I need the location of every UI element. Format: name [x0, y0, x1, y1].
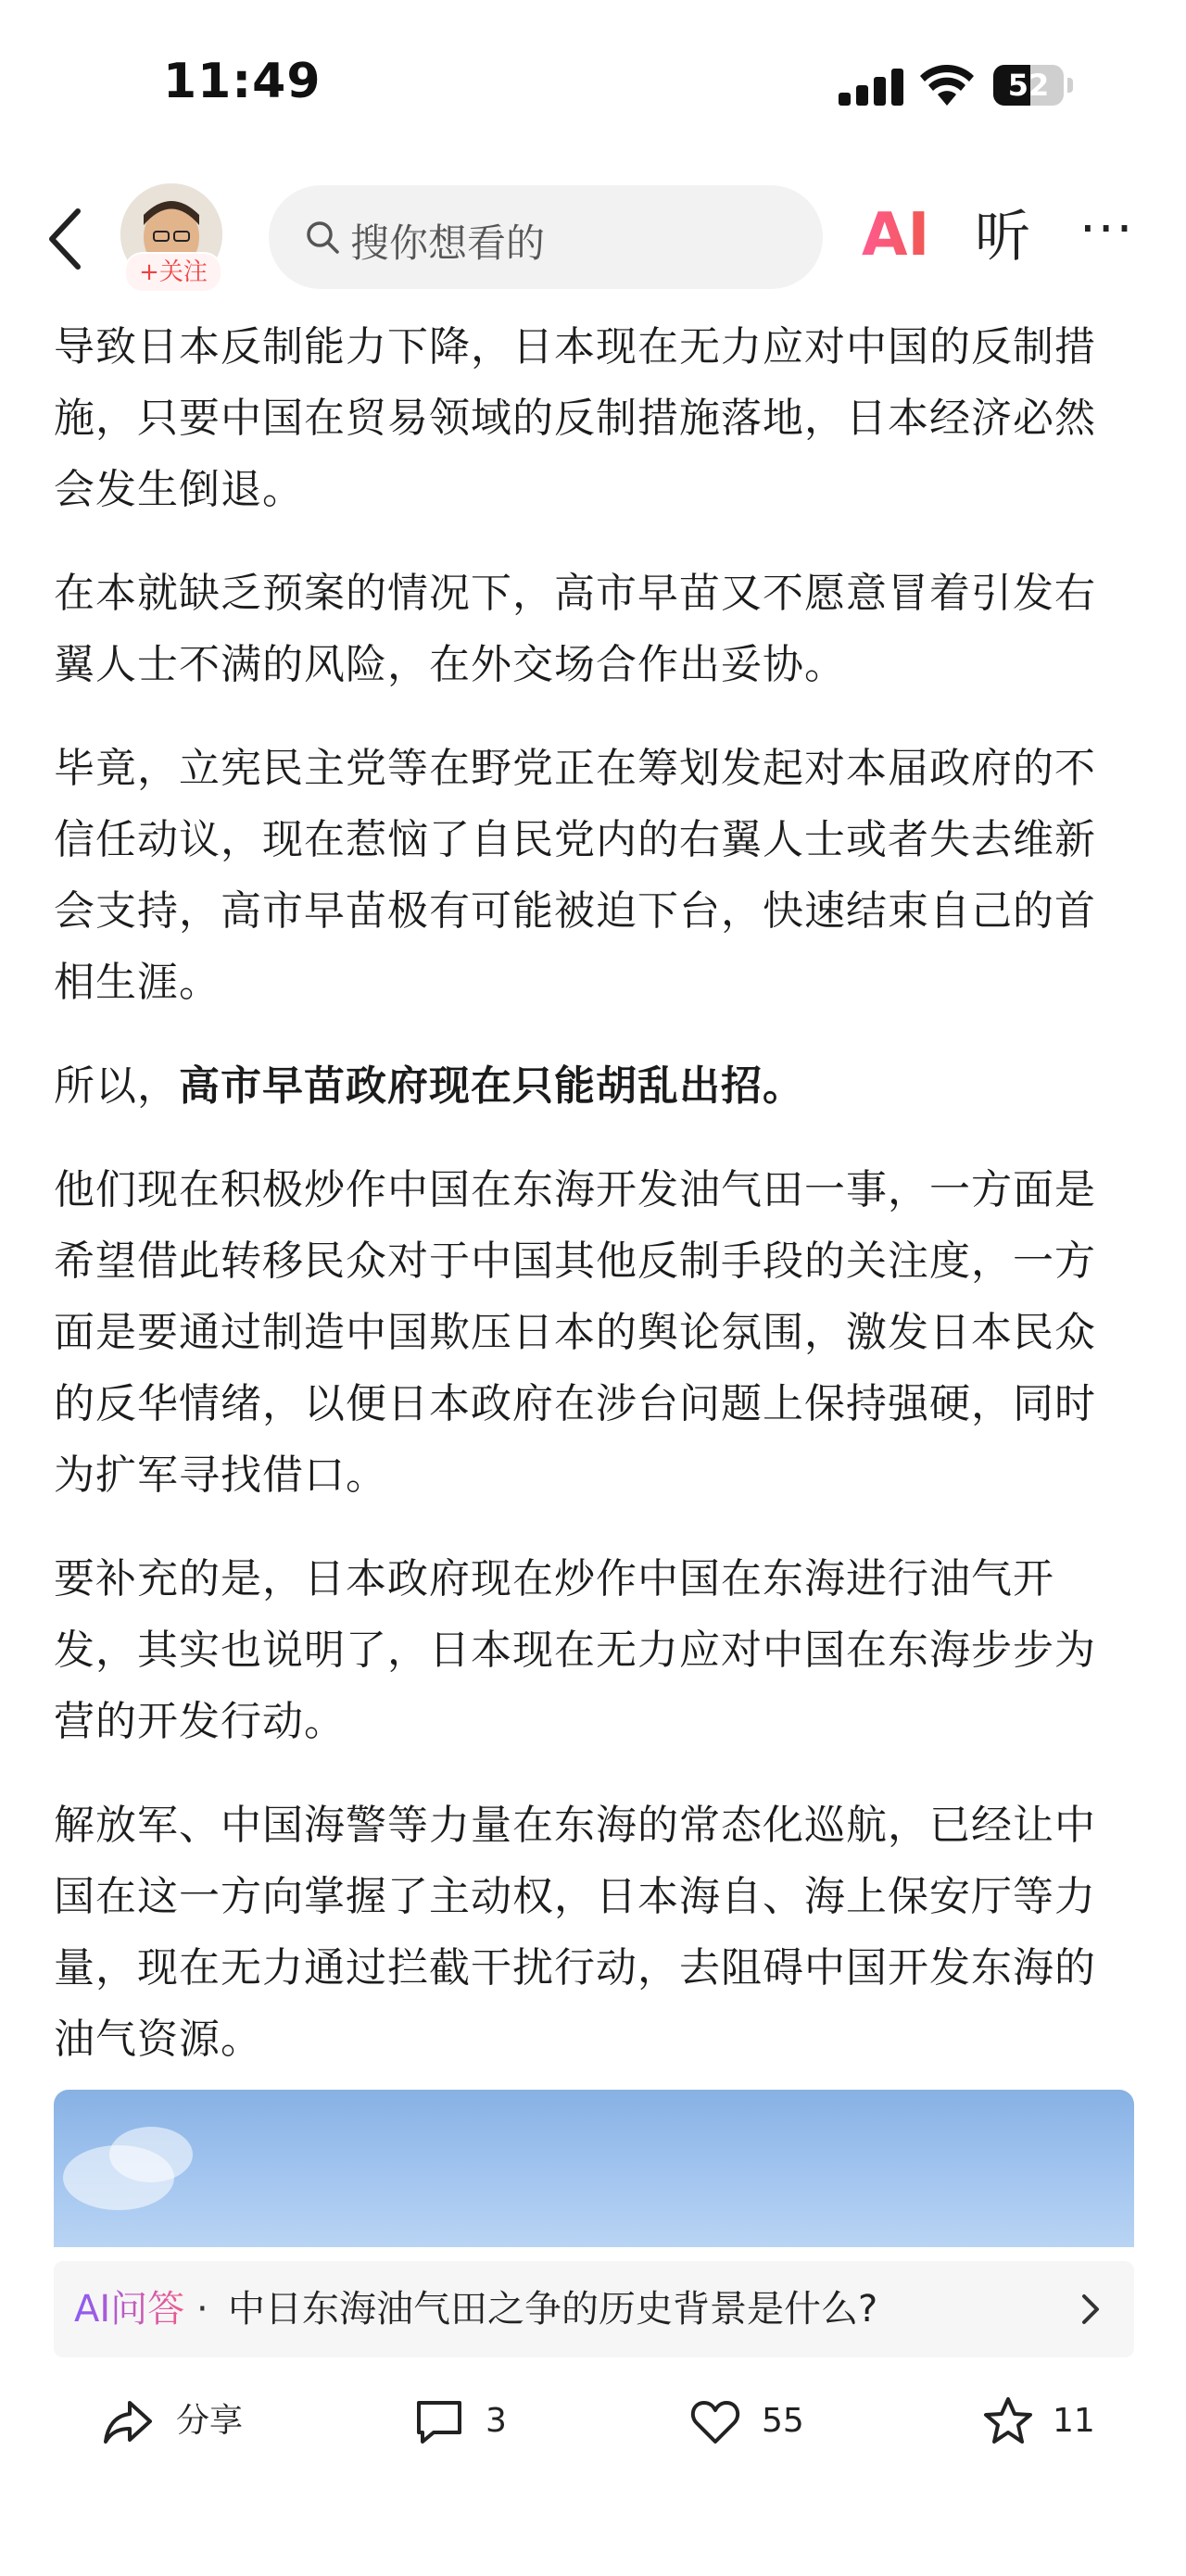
ai-qa-tag: AI问答: [74, 2288, 185, 2331]
comment-button[interactable]: [413, 2371, 524, 2464]
more-icon[interactable]: ···: [1079, 199, 1135, 259]
ai-question: 中日东海油气田之争的历史背景是什么?: [228, 2288, 878, 2331]
star-icon: [982, 2395, 1034, 2447]
share-button[interactable]: [102, 2371, 259, 2464]
paragraph: [54, 1050, 1119, 1122]
status-time: 11:49: [163, 54, 322, 109]
battery-level: 52: [1007, 68, 1050, 103]
favorite-count: 11: [1053, 2402, 1095, 2440]
follow-button[interactable]: +关注: [124, 252, 222, 293]
share-icon: [102, 2395, 154, 2447]
like-count: 55: [762, 2402, 804, 2440]
paragraph: 解放军、中国海警等力量在东海的常态化巡航，已经让中国在这一方向掌握了主动权，日本海自、海上保安厅等力量，现在无力通过拦截干扰行动，去阻碍中国开发东海的油气资源。: [54, 1802, 1096, 2063]
share-label: 分享: [176, 2402, 244, 2440]
chevron-right-icon: [1073, 2289, 1106, 2330]
like-button[interactable]: [689, 2371, 819, 2464]
favorite-button[interactable]: [982, 2371, 1103, 2464]
paragraph-prefix: 所以，: [54, 1062, 179, 1110]
paragraph: 毕竟，立宪民主党等在野党正在筹划发起对本届政府的不信任动议，现在惹恼了自民党内的右翼人士或者失去维新会支持，高市早苗极有可能被迫下台，快速结束自己的首相生涯。: [54, 745, 1096, 1006]
paragraph: 在本就缺乏预案的情况下，高市早苗又不愿意冒着引发右翼人士不满的风险，在外交场合作出妥协。: [54, 570, 1096, 688]
paragraph: 要补充的是，日本政府现在炒作中国在东海进行油气开发，其实也说明了，日本现在无力应对中国在东海步步为营的开发行动。: [54, 1555, 1096, 1745]
wifi-icon: [919, 65, 975, 107]
cellular-signal-icon: [839, 67, 905, 106]
paragraph-bold: 高市早苗政府现在只能胡乱出招。: [179, 1062, 804, 1110]
ai-button[interactable]: AI: [862, 198, 932, 272]
search-icon: [304, 219, 341, 256]
heart-icon: [689, 2395, 741, 2447]
article-body: [54, 311, 1119, 2107]
battery-icon: [993, 65, 1075, 106]
paragraph: 他们现在积极炒作中国在东海开发油气田一事，一方面是希望借此转移民众对于中国其他反制手段的关注度，一方面是要通过制造中国欺压日本的舆论氛围，激发日本民众的反华情绪，以便日本政府在涉台问题上保持强硬，同时为扩军寻找借口。: [54, 1166, 1096, 1499]
back-icon[interactable]: [39, 204, 95, 274]
status-bar: [0, 0, 1186, 167]
bottom-action-bar: [0, 2371, 1186, 2576]
comment-icon: [413, 2395, 465, 2447]
article-image[interactable]: [54, 2090, 1134, 2247]
separator: ·: [196, 2288, 208, 2331]
search-input[interactable]: [269, 185, 823, 289]
search-placeholder: 搜你想看的: [350, 220, 546, 266]
listen-button[interactable]: 听: [975, 205, 1030, 270]
author-avatar-block[interactable]: [117, 183, 226, 287]
paragraph: 导致日本反制能力下降，日本现在无力应对中国的反制措施，只要中国在贸易领域的反制措施落地，日本经济必然会发生倒退。: [54, 323, 1096, 513]
ai-question-bar[interactable]: [54, 2261, 1134, 2357]
comment-count: 3: [486, 2402, 507, 2440]
